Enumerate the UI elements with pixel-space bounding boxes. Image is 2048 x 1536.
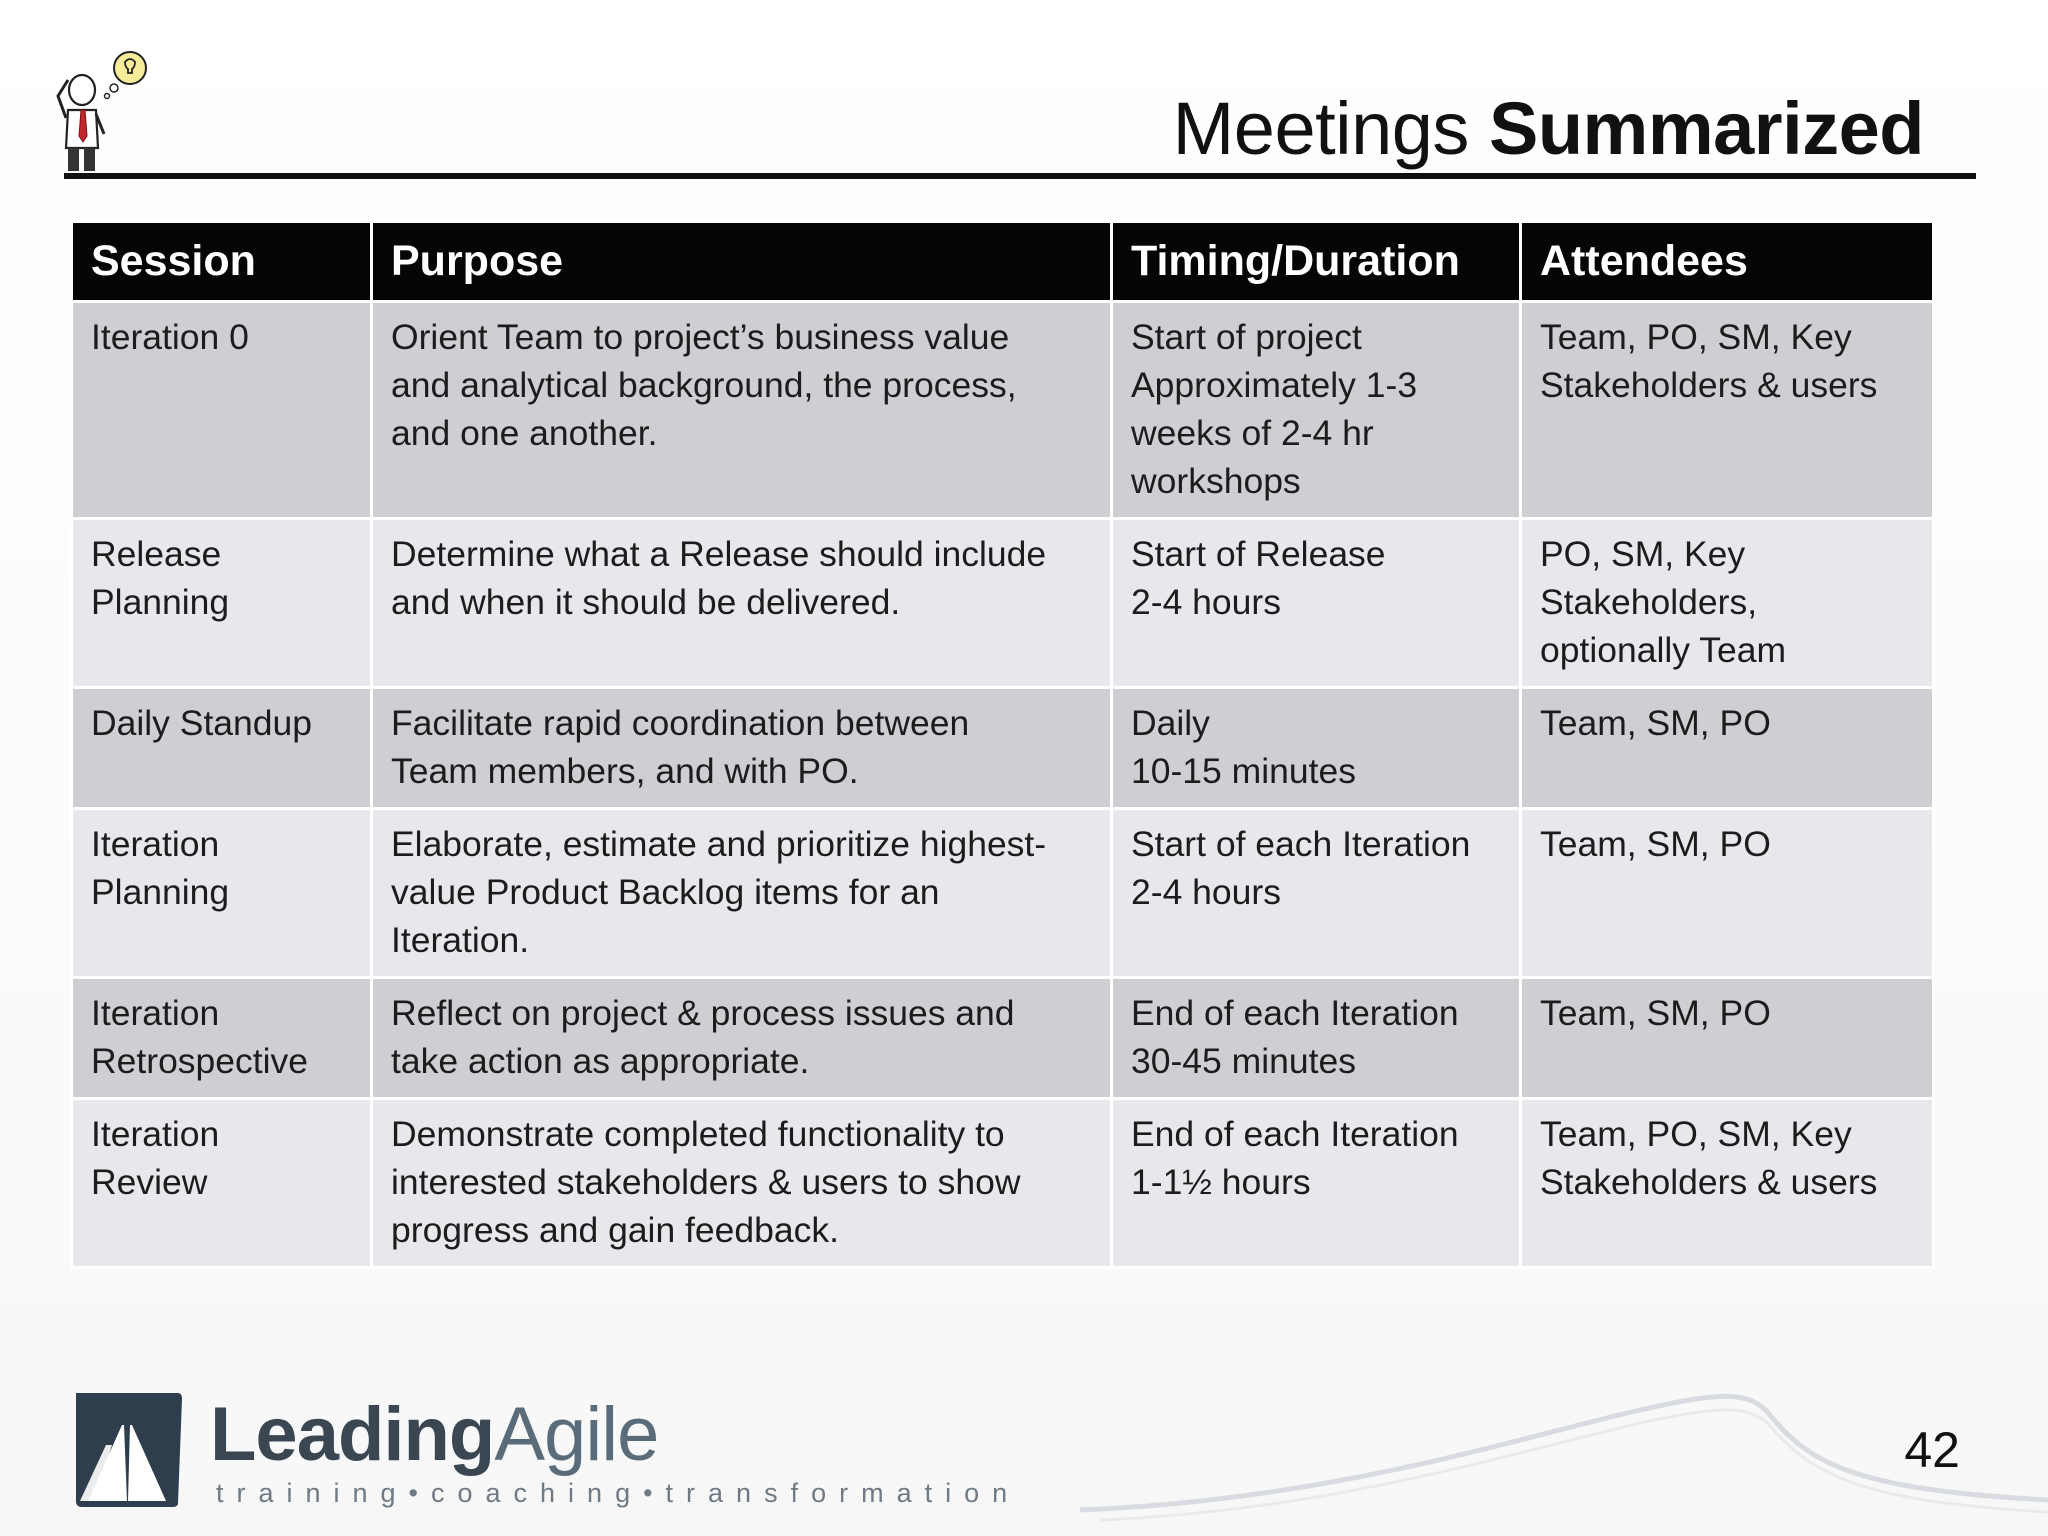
cell-line: Start of project <box>1131 317 1362 357</box>
attendees-cell <box>1522 520 1932 686</box>
purpose-cell <box>373 689 1110 807</box>
cell-line: weeks of 2-4 hr <box>1131 413 1374 453</box>
cell-line: optionally Team <box>1540 630 1787 670</box>
session-cell <box>73 810 370 976</box>
session-cell <box>73 979 370 1097</box>
cell-line: Stakeholders, <box>1540 582 1758 622</box>
cell-line: Team, PO, SM, Key <box>1540 1114 1852 1154</box>
cell-line: Review <box>91 1162 208 1202</box>
cell-line: value Product Backlog items for an <box>391 872 940 912</box>
meetings-table <box>70 220 1935 1269</box>
timing-cell <box>1113 979 1519 1097</box>
cell-line: 2-4 hours <box>1131 582 1281 622</box>
leadingagile-logo-icon <box>66 1385 188 1511</box>
cell-line: 1-1½ hours <box>1131 1162 1311 1202</box>
logo-tagline: training•coaching•transformation <box>216 1478 1021 1508</box>
cell-line: Start of Release <box>1131 534 1386 574</box>
cell-line: End of each Iteration <box>1131 1114 1459 1154</box>
table-row <box>73 979 1932 1097</box>
session-cell <box>73 303 370 517</box>
cell-line: End of each Iteration <box>1131 993 1459 1033</box>
timing-cell <box>1113 520 1519 686</box>
cell-line: workshops <box>1131 461 1301 501</box>
column-header-attendees: Attendees <box>1522 223 1932 300</box>
purpose-cell <box>373 303 1110 517</box>
title-divider <box>64 173 1976 179</box>
cell-line: Start of each Iteration <box>1131 824 1471 864</box>
table-row <box>73 689 1932 807</box>
cell-line: Stakeholders & users <box>1540 1162 1878 1202</box>
purpose-cell <box>373 520 1110 686</box>
cell-line: Determine what a Release should include <box>391 534 1047 574</box>
attendees-cell <box>1522 1100 1932 1266</box>
table-row <box>73 520 1932 686</box>
thinking-person-icon <box>52 48 152 173</box>
cell-line: 10-15 minutes <box>1131 751 1356 791</box>
table-row <box>73 810 1932 976</box>
cell-line: Team, SM, PO <box>1540 824 1771 864</box>
cell-line: Planning <box>91 872 230 912</box>
page-title <box>1173 84 1924 174</box>
cell-line: Team, SM, PO <box>1540 703 1771 743</box>
purpose-cell <box>373 979 1110 1097</box>
cell-line: Stakeholders & users <box>1540 365 1878 405</box>
cell-line: Iteration <box>91 1114 220 1154</box>
cell-line: Elaborate, estimate and prioritize highest- <box>391 824 1047 864</box>
timing-cell <box>1113 810 1519 976</box>
timing-cell <box>1113 689 1519 807</box>
purpose-cell <box>373 1100 1110 1266</box>
cell-line: Iteration. <box>391 920 530 960</box>
table-row <box>73 303 1932 517</box>
cell-line: Approximately 1-3 <box>1131 365 1418 405</box>
logo-part-leading: Leading <box>210 1392 495 1477</box>
timing-cell <box>1113 1100 1519 1266</box>
decorative-swoosh <box>1080 1370 2048 1536</box>
cell-line: and when it should be delivered. <box>391 582 901 622</box>
cell-line: Team, SM, PO <box>1540 993 1771 1033</box>
column-header-purpose: Purpose <box>373 223 1110 300</box>
logo-part-agile: Agile <box>494 1392 659 1477</box>
column-header-timing: Timing/Duration <box>1113 223 1519 300</box>
attendees-cell <box>1522 810 1932 976</box>
cell-line: Daily Standup <box>91 703 313 743</box>
column-header-session: Session <box>73 223 370 300</box>
title-regular: Meetings <box>1172 87 1469 170</box>
cell-line: interested stakeholders & users to show <box>391 1162 1021 1202</box>
table-row <box>73 1100 1932 1266</box>
cell-line: Iteration <box>91 824 220 864</box>
cell-line: Reflect on project & process issues and <box>391 993 1015 1033</box>
attendees-cell <box>1522 303 1932 517</box>
cell-line: PO, SM, Key <box>1540 534 1746 574</box>
cell-line: Iteration 0 <box>91 317 249 357</box>
cell-line: take action as appropriate. <box>391 1041 810 1081</box>
logo-wordmark <box>210 1390 658 1480</box>
cell-line: and analytical background, the process, <box>391 365 1017 405</box>
cell-line: Iteration <box>91 993 220 1033</box>
cell-line: Planning <box>91 582 230 622</box>
purpose-cell <box>373 810 1110 976</box>
cell-line: Team, PO, SM, Key <box>1540 317 1852 357</box>
cell-line: Release <box>91 534 222 574</box>
attendees-cell <box>1522 979 1932 1097</box>
timing-cell <box>1113 303 1519 517</box>
attendees-cell <box>1522 689 1932 807</box>
cell-line: and one another. <box>391 413 658 453</box>
cell-line: Team members, and with PO. <box>391 751 859 791</box>
cell-line: progress and gain feedback. <box>391 1210 839 1250</box>
page-number: 42 <box>1904 1422 1960 1478</box>
cell-line: Orient Team to project’s business value <box>391 317 1010 357</box>
cell-line: Daily <box>1131 703 1210 743</box>
cell-line: 30-45 minutes <box>1131 1041 1356 1081</box>
session-cell <box>73 1100 370 1266</box>
cell-line: Demonstrate completed functionality to <box>391 1114 1005 1154</box>
title-bold: Summarized <box>1488 87 1924 170</box>
cell-line: 2-4 hours <box>1131 872 1281 912</box>
cell-line: Facilitate rapid coordination between <box>391 703 970 743</box>
table-header-row <box>73 223 1932 300</box>
session-cell <box>73 520 370 686</box>
session-cell <box>73 689 370 807</box>
cell-line: Retrospective <box>91 1041 309 1081</box>
